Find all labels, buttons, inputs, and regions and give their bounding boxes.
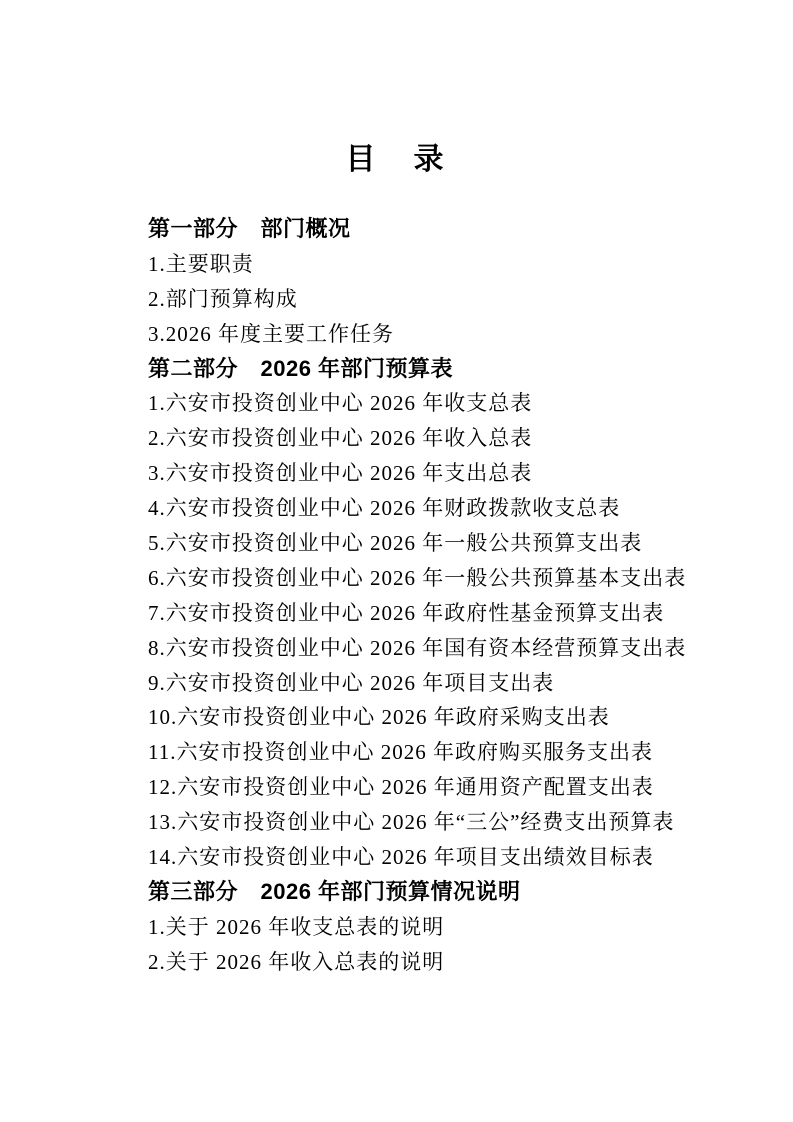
toc-section-heading-part2: 第二部分 2026 年部门预算表 [148, 355, 454, 381]
toc-item: 5.六安市投资创业中心 2026 年一般公共预算支出表 [148, 531, 643, 556]
toc-item: 4.六安市投资创业中心 2026 年财政拨款收支总表 [148, 496, 621, 521]
toc-item: 3.2026 年度主要工作任务 [148, 321, 394, 346]
toc-item: 1.六安市投资创业中心 2026 年收支总表 [148, 391, 533, 416]
toc-item: 2.关于 2026 年收入总表的说明 [148, 949, 445, 974]
toc-item: 1.关于 2026 年收支总表的说明 [148, 914, 445, 939]
toc-item: 9.六安市投资创业中心 2026 年项目支出表 [148, 670, 555, 695]
toc-item: 14.六安市投资创业中心 2026 年项目支出绩效目标表 [148, 845, 654, 870]
page-title: 目 录 [345, 143, 448, 176]
toc-item: 11.六安市投资创业中心 2026 年政府购买服务支出表 [148, 740, 653, 765]
toc-item: 8.六安市投资创业中心 2026 年国有资本经营预算支出表 [148, 635, 687, 660]
toc-item: 12.六安市投资创业中心 2026 年通用资产配置支出表 [148, 775, 654, 800]
table-of-contents [148, 212, 733, 980]
toc-item: 2.六安市投资创业中心 2026 年收入总表 [148, 426, 533, 451]
toc-item: 7.六安市投资创业中心 2026 年政府性基金预算支出表 [148, 600, 665, 625]
toc-item: 1.主要职责 [148, 251, 254, 276]
toc-section-heading-part3: 第三部分 2026 年部门预算情况说明 [148, 878, 521, 904]
toc-item: 2.部门预算构成 [148, 286, 298, 311]
toc-item: 13.六安市投资创业中心 2026 年“三公”经费支出预算表 [148, 810, 675, 835]
toc-item: 6.六安市投资创业中心 2026 年一般公共预算基本支出表 [148, 565, 687, 590]
toc-section-heading-part1: 第一部分 部门概况 [148, 216, 351, 241]
toc-item: 3.六安市投资创业中心 2026 年支出总表 [148, 461, 533, 486]
toc-item: 10.六安市投资创业中心 2026 年政府采购支出表 [148, 705, 610, 730]
